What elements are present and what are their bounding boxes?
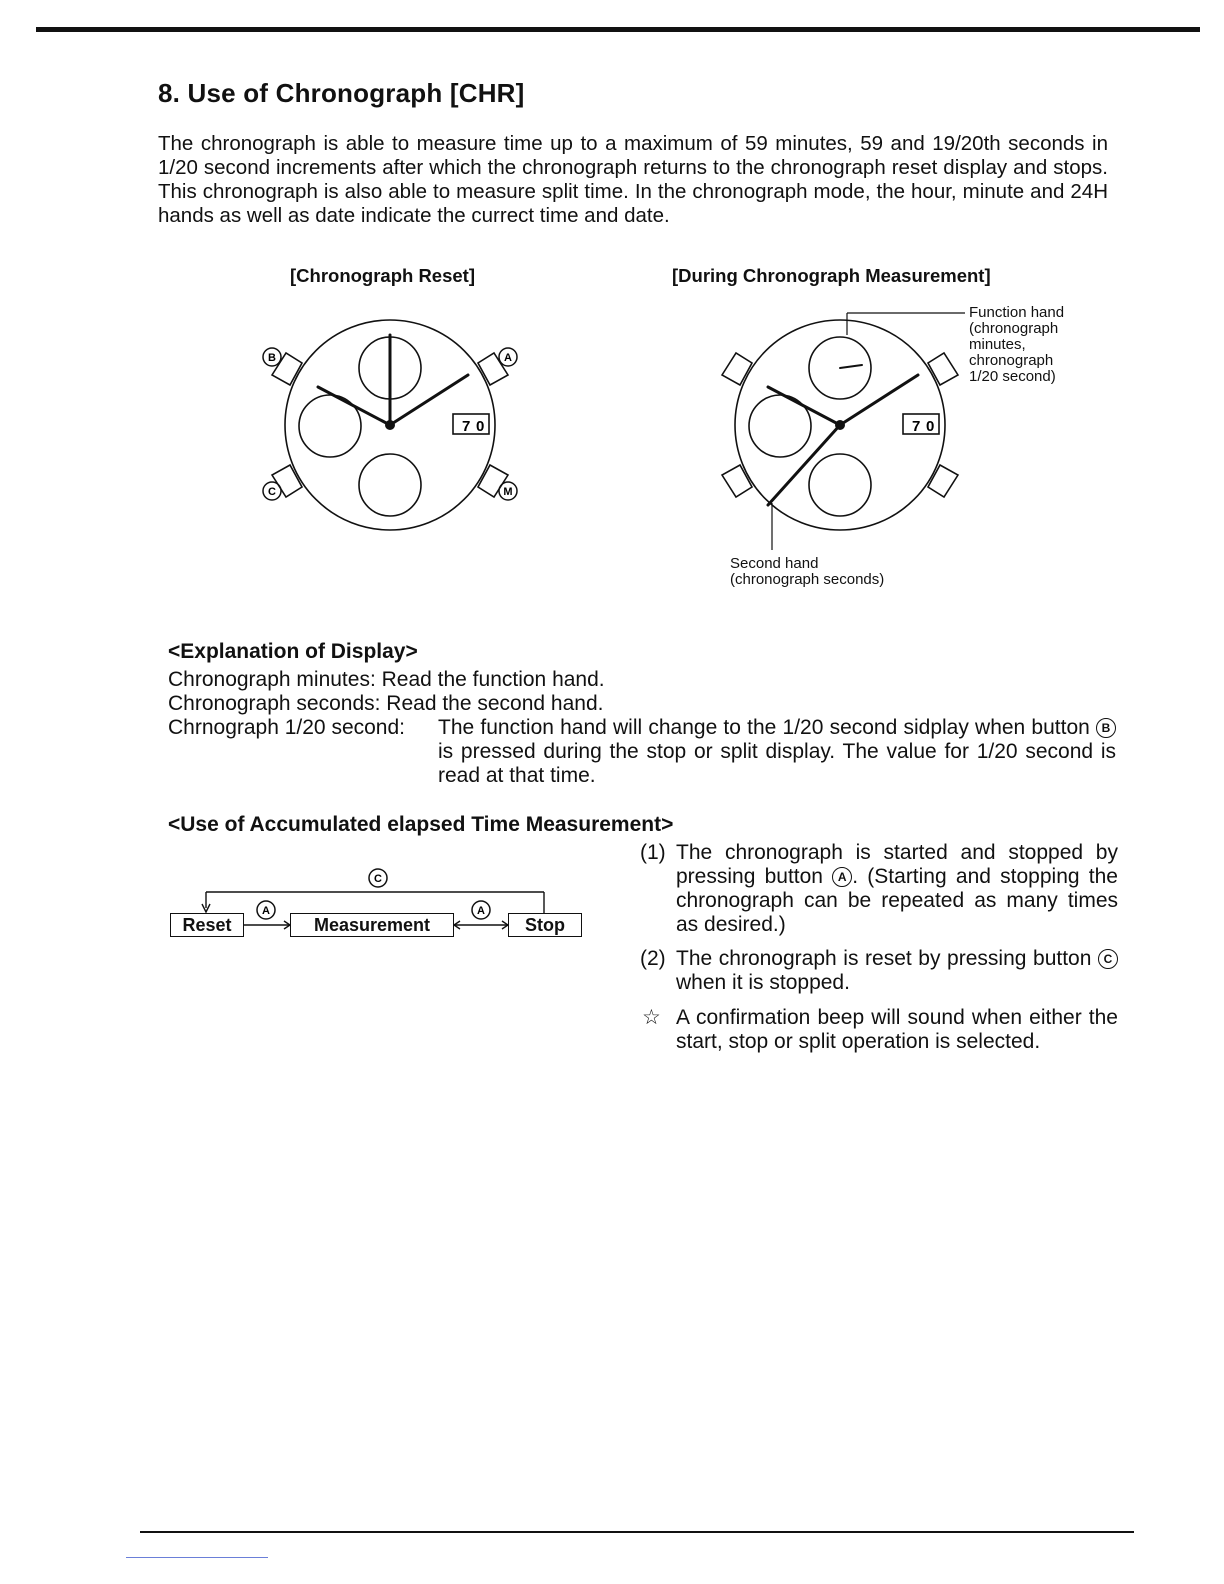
lower-subdial <box>359 454 421 516</box>
button-c-letter: C <box>268 486 276 498</box>
measure-caption: [During Chronograph Measurement] <box>672 265 991 286</box>
step-2-text-a: The chronograph is reset by pressing button <box>676 947 1092 970</box>
star-icon: ☆ <box>642 1006 661 1029</box>
button-m-letter: M <box>503 486 513 498</box>
flow-measurement-box: Measurement <box>290 913 454 937</box>
step-2-number: (2) <box>640 947 666 970</box>
step-2-text <box>676 947 1118 995</box>
date-digit-2: 0 <box>926 418 935 435</box>
second-hand-note: Second hand (chronograph seconds) <box>730 555 885 588</box>
button-m-shape <box>928 465 958 497</box>
watch-measure-illustration <box>700 305 980 550</box>
step-1-text-b: . (Starting and stopping the chronograph can be repeated as many times as desired.) <box>676 865 1118 936</box>
step-1-number: (1) <box>640 841 666 864</box>
watch-reset-illustration <box>250 305 530 550</box>
button-a-letter: A <box>504 352 512 364</box>
button-a-symbol: A <box>832 867 852 887</box>
twentieth-description <box>438 716 1116 788</box>
explanation-heading: <Explanation of Display> <box>168 640 418 663</box>
intro-paragraph: The chronograph is able to measure time up to a maximum of 59 minutes, 59 and 19/20th seconds in 1/20 second increments after which the chronograph returns to the chronograph reset display and stops. This chronograph is also able to measure split time. In the chronograph mode, the hour, minute and 24H hands as well as date indicate the currect time and date. <box>158 132 1108 227</box>
button-c-shape <box>272 465 302 497</box>
second-hand <box>768 425 840 505</box>
date-digit-1: 7 <box>462 418 471 435</box>
confirmation-note <box>640 1006 1118 1054</box>
flow-c-letter: C <box>374 873 382 885</box>
button-b-shape <box>722 353 752 385</box>
step-1-text-a: The chronograph is started and stopped by pressing button <box>676 841 1118 888</box>
twentieth-text-2: is pressed during the stop or split display. The value for 1/20 second is read at that time. <box>438 740 1116 787</box>
function-hand-note: Function hand (chronograph minutes, chronograph 1/20 second) <box>969 304 1065 385</box>
step-1-text <box>676 841 1118 937</box>
date-digit-2: 0 <box>476 418 485 435</box>
date-digit-1: 7 <box>912 418 921 435</box>
button-b-shape <box>272 353 302 385</box>
subdial-hand <box>840 365 862 368</box>
function-hand <box>390 375 468 425</box>
section-title: 8. Use of Chronograph [CHR] <box>158 78 525 108</box>
button-a-shape <box>928 353 958 385</box>
lower-subdial <box>809 454 871 516</box>
hour-hand <box>768 387 840 425</box>
twentieth-text-1: The function hand will change to the 1/20 second sidplay when button <box>438 716 1090 739</box>
bottom-rule <box>140 1531 1134 1533</box>
step-1 <box>640 841 1118 937</box>
flow-a-letter-2: A <box>477 905 485 917</box>
center-pin <box>835 420 845 430</box>
function-hand <box>840 375 918 425</box>
step-2-text-b: when it is stopped. <box>676 971 850 994</box>
flow-a-letter-1: A <box>262 905 270 917</box>
button-b-letter: B <box>268 352 276 364</box>
hour-hand <box>318 387 390 425</box>
confirmation-text: A confirmation beep will sound when either the start, stop or split operation is selected. <box>676 1006 1118 1053</box>
flow-diagram <box>168 860 588 950</box>
minutes-line: Chronograph minutes: Read the function hand. <box>168 668 605 691</box>
twentieth-label-text: Chrnograph 1/20 second: <box>168 716 405 739</box>
reset-caption: [Chronograph Reset] <box>290 265 475 286</box>
button-b-symbol: B <box>1096 718 1116 738</box>
step-2 <box>640 947 1118 995</box>
button-c-symbol: C <box>1098 949 1118 969</box>
button-c-shape <box>722 465 752 497</box>
seconds-line: Chronograph seconds: Read the second hand. <box>168 692 604 715</box>
twentieth-label <box>168 716 438 740</box>
footer-link-rule <box>126 1557 268 1558</box>
flow-stop-box: Stop <box>508 913 582 937</box>
accumulated-heading: <Use of Accumulated elapsed Time Measurement> <box>168 813 674 836</box>
top-rule <box>36 27 1200 32</box>
center-pin <box>385 420 395 430</box>
flow-reset-box: Reset <box>170 913 244 937</box>
